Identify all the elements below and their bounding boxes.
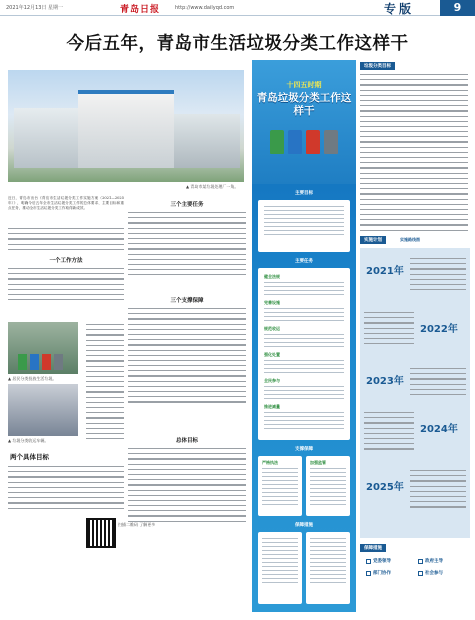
roadmap-title: 实施路线图 [400,237,420,242]
subhead: 一个工作方法 [49,258,83,264]
article-text-block [128,212,246,279]
qr-caption: 扫描二维码 了解更多 [118,522,156,527]
task-head: 推进减量 [264,404,280,409]
task-head: 健全法规 [264,274,280,279]
check-item: 部门协作 [366,570,391,576]
checkbox-icon [418,571,423,576]
article-text-block [128,308,246,407]
checkbox-icon [418,559,423,564]
roadmap-year: 2022年 [420,324,458,335]
right-section-tag: 垃圾分类目标 [360,62,395,70]
page-number: 9 [440,0,475,16]
photo-caption: ▲ 居民分类投放生活垃圾。 [8,376,57,381]
photo-caption: ▲ 青岛市某垃圾处理厂一角。 [186,184,239,189]
bins-illustration [270,130,338,154]
check-item: 政府主导 [418,558,443,564]
measures-box [306,532,350,604]
measures-box [258,532,302,604]
article-text-block [128,448,246,526]
roadmap-text [410,258,466,294]
task-head: 强化处置 [264,352,280,357]
qr-code[interactable] [86,518,116,548]
task-head: 全民参与 [264,378,280,383]
support-box [258,456,302,516]
building [78,90,174,168]
hero-kicker: 十四五时期 [286,81,322,89]
task-head: 完善设施 [264,300,280,305]
tasks-box [258,268,350,440]
support-label: 支撑保障 [295,447,313,452]
issue-date: 2021年12月13日 星期一 [6,5,64,11]
roadmap-year: 2025年 [366,482,404,493]
page-headline: 今后五年，青岛市生活垃圾分类工作这样干 [66,34,409,54]
section-title: 专版 [384,2,415,16]
roadmap-text [410,368,466,399]
right-section-tag: 实施计划 [360,236,386,244]
roadmap-year: 2023年 [366,376,404,387]
check-item: 党委领导 [366,558,391,564]
facility-photo [8,70,244,182]
article-text-block [8,268,124,304]
tasks-label: 主要任务 [295,259,313,264]
subhead: 三个主要任务 [170,202,204,208]
article-text-block [86,324,124,443]
support-box [306,456,350,516]
right-section-tag: 保障措施 [360,544,386,552]
subhead: 总体目标 [175,438,198,444]
photo-caption: ▲ 垃圾分类收运车辆。 [8,438,49,443]
goal-box [258,200,350,252]
checkbox-icon [366,571,371,576]
hero-title: 青岛垃圾分类工作这样干 [256,92,352,117]
roadmap-year: 2024年 [420,424,458,435]
check-item: 社会参与 [418,570,443,576]
article-text-block [8,228,124,254]
site-url[interactable]: http://www.dailyqd.com [175,5,235,11]
page-header [0,0,475,16]
subhead: 两个具体目标 [10,453,49,461]
building [14,108,84,168]
checkbox-icon [366,559,371,564]
sorting-photo [8,322,78,374]
paper-logo: 青岛日报 [120,5,161,15]
truck-photo [8,384,78,436]
infographic-hero [252,60,356,184]
roadmap-text [364,312,414,348]
infographic-panel [252,60,356,612]
roadmap-text [364,412,414,454]
goal-label: 主要目标 [295,191,313,196]
task-head: 严格执法 [262,460,278,465]
roadmap-year: 2021年 [366,266,404,277]
article-text: 近日，青岛市出台《青岛市生活垃圾分类工作实施方案（2021—2025年）》，明确今后五年全市生活垃圾分类工作的总体要求、主要目标和重点任务，推动全市生活垃圾分类工作取得新成效。 [8,196,124,211]
goals-text [360,74,468,235]
building [174,114,240,168]
measures-label: 保障措施 [295,523,313,528]
article-text-block [8,466,124,513]
subhead: 三个支撑保障 [170,298,204,304]
task-head: 加强监管 [310,460,326,465]
task-head: 规范收运 [264,326,280,331]
roadmap-text [410,470,466,512]
